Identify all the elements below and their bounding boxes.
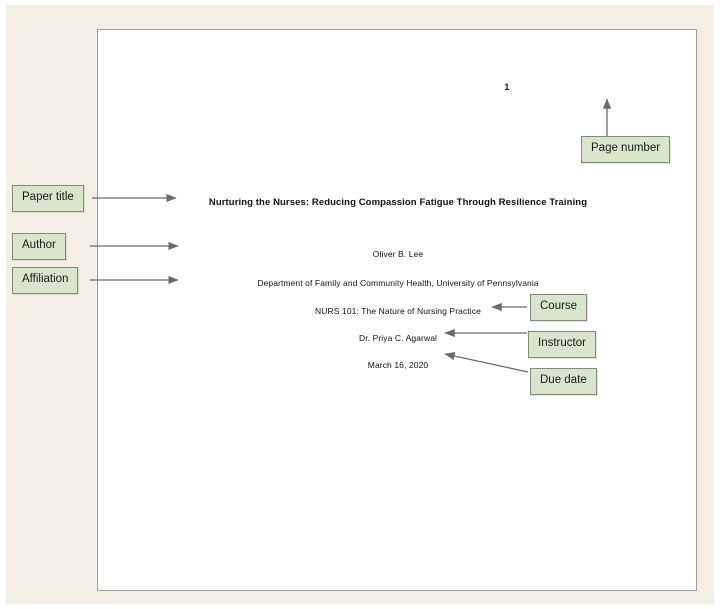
document-title: Nurturing the Nurses: Reducing Compassion Fatigue Through Resilience Training <box>208 197 588 208</box>
annotation-instructor: Instructor <box>528 331 596 358</box>
document-page-number: 1 <box>504 82 510 92</box>
document-course: NURS 101: The Nature of Nursing Practice <box>315 306 481 316</box>
annotation-course: Course <box>530 294 587 321</box>
annotation-paper-title: Paper title <box>12 185 84 212</box>
annotation-author: Author <box>12 233 66 260</box>
document-instructor: Dr. Priya C. Agarwal <box>358 333 438 343</box>
document-affiliation: Department of Family and Community Health, University of Pennsylvania <box>257 278 539 288</box>
annotation-affiliation: Affiliation <box>12 267 78 294</box>
document-page <box>97 29 697 591</box>
document-author: Oliver B. Lee <box>372 249 424 259</box>
annotation-due-date: Due date <box>530 368 597 395</box>
annotation-page-number: Page number <box>581 136 670 163</box>
document-due-date: March 16, 2020 <box>367 360 429 370</box>
